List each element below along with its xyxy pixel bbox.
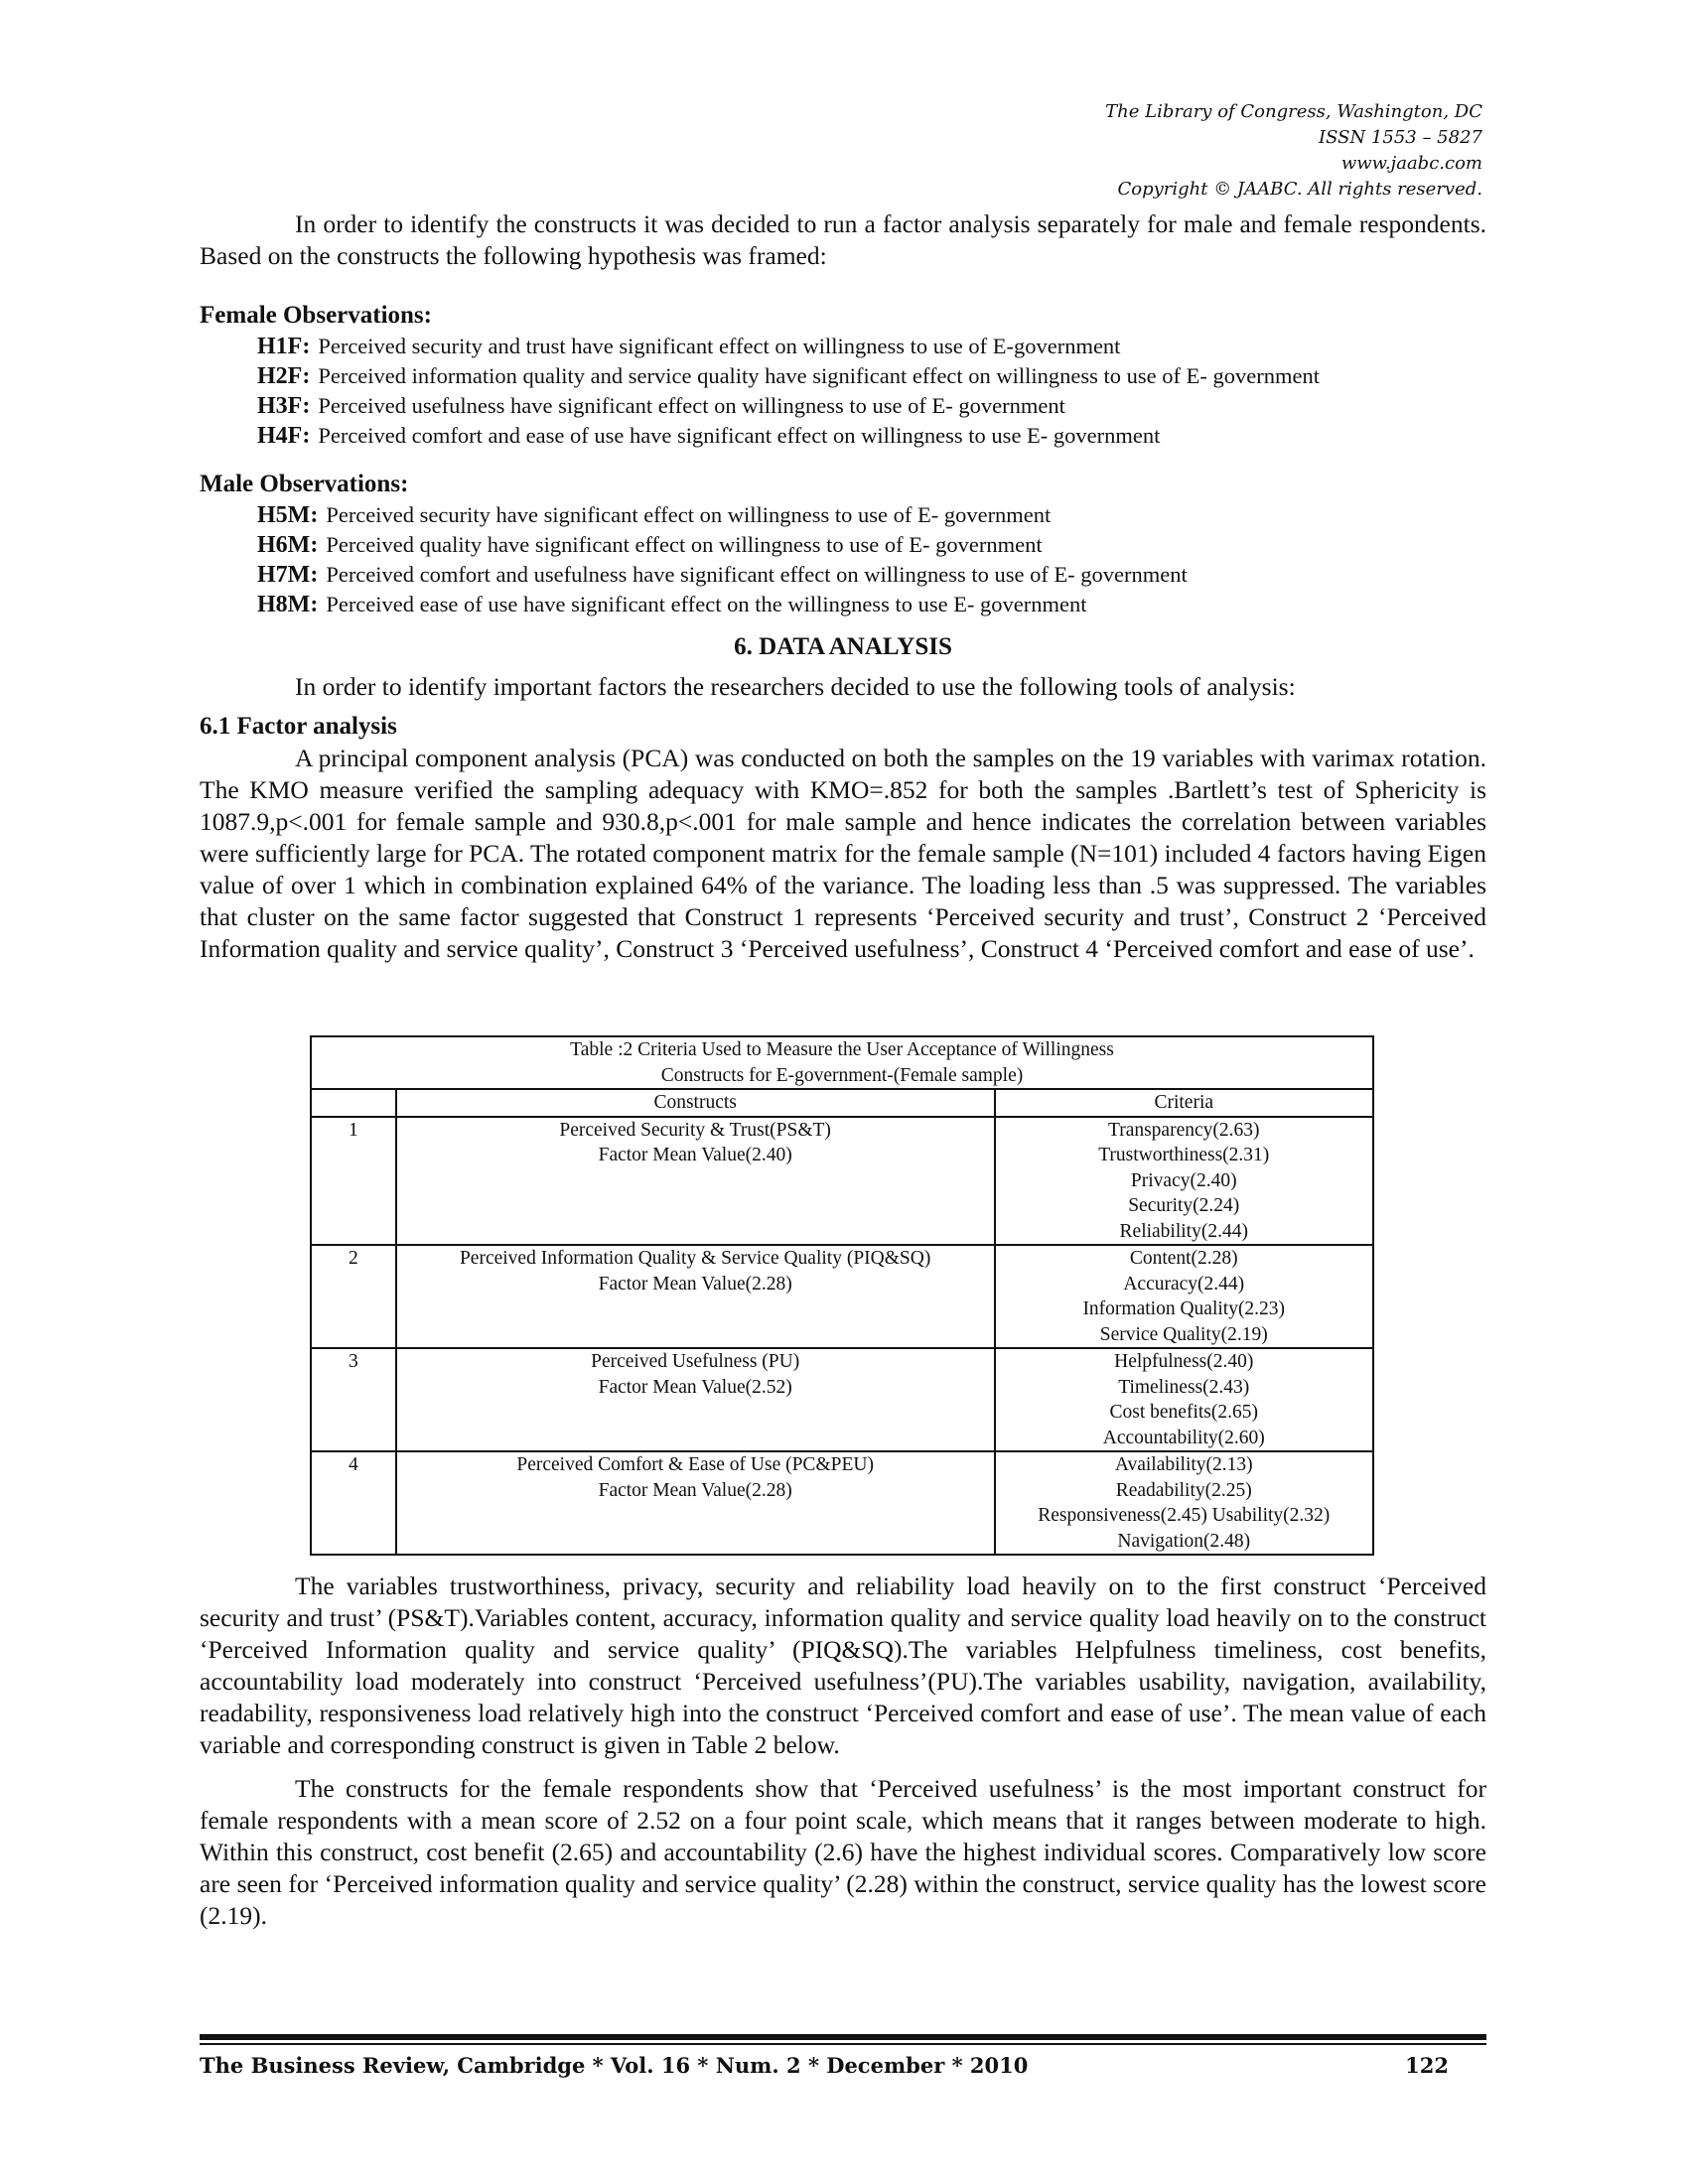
hypothesis-item: [200, 361, 1486, 391]
caption-line: Constructs for E-government-(Female sample): [660, 1064, 1024, 1086]
table-caption: [311, 1036, 1373, 1089]
female-title: Female Observations:: [200, 302, 432, 329]
loadings-paragraph: The variables trustworthiness, privacy, security and reliability load heavily on to the first construct ‘Perceived security and trust’ (PS&T).Variables content, accuracy, information quality and service quality load heavily on to the construct ‘Perceived Information quality and service quality’ (PIQ&SQ).The variables Helpfulness timeliness, cost benefits, accountability load moderately into construct ‘Perceived usefulness’(PU).The variables usability, navigation, availability, readability, responsiveness load relatively high into the construct ‘Perceived comfort and ease of use’. The mean value of each variable and corresponding construct is given in Table 2 below.: [200, 1571, 1486, 1759]
hypothesis-id: H3F:: [257, 393, 311, 419]
row-number: 3: [311, 1348, 396, 1451]
criterion: Responsiveness(2.45) Usability(2.32): [1038, 1505, 1331, 1526]
table-caption-row: [311, 1036, 1373, 1089]
criterion: Accuracy(2.44): [1123, 1273, 1245, 1295]
criterion: Accountability(2.60): [1102, 1427, 1265, 1448]
section-intro: In order to identify important factors the researchers decided to use the following tools of analysis:: [295, 672, 1296, 701]
header-num-cell: [311, 1089, 396, 1117]
criterion: Privacy(2.40): [1130, 1169, 1237, 1191]
hypothesis-item: [200, 560, 1486, 590]
criteria-cell: [995, 1348, 1374, 1451]
criterion: Navigation(2.48): [1117, 1530, 1251, 1552]
intro-paragraph: In order to identify the constructs it was decided to run a factor analysis separately for male and female respondents. Based on the constructs the following hypothesis was framed:: [200, 209, 1486, 270]
discussion-block: [200, 1570, 1486, 1932]
hypothesis-id: H1F:: [257, 334, 311, 359]
page-footer: [200, 2053, 1486, 2078]
hypothesis-item: [200, 421, 1486, 451]
construct-cell: [396, 1245, 995, 1348]
hypothesis-text: Perceived security have significant effect on willingness to use of E- government: [326, 502, 1052, 527]
construct-name: Perceived Usefulness (PU): [591, 1351, 800, 1372]
hypothesis-text: Perceived security and trust have significant effect on willingness to use of E-government: [318, 334, 1121, 358]
factor-mean: Factor Mean Value(2.28): [598, 1273, 792, 1295]
row-number: 4: [311, 1451, 396, 1555]
criterion: Service Quality(2.19): [1099, 1323, 1268, 1345]
caption-line: Table :2 Criteria Used to Measure the User Acceptance of Willingness: [570, 1039, 1114, 1060]
section-data-analysis: [200, 631, 1486, 965]
construct-cell: [396, 1348, 995, 1451]
table-row: [311, 1348, 1373, 1451]
constructs-paragraph: The constructs for the female respondents show that ‘Perceived usefulness’ is the most important construct for female respondents with a mean score of 2.52 on a four point scale, which means that it ranges between moderate to high. Within this construct, cost benefit (2.65) and accountability (2.6) have the highest individual scores. Comparatively low score are seen for ‘Perceived information quality and service quality’ (2.28) within the construct, service quality has the lowest score (2.19).: [200, 1774, 1486, 1930]
criterion: Information Quality(2.23): [1082, 1298, 1286, 1319]
header-constructs: Constructs: [396, 1089, 995, 1117]
female-observations: [200, 300, 1486, 451]
hypothesis-item: [200, 332, 1486, 361]
header-line: www.jaabc.com: [1340, 153, 1482, 174]
construct-name: Perceived Information Quality & Service Quality (PIQ&SQ): [459, 1248, 931, 1269]
criteria-table: [310, 1035, 1374, 1556]
criteria-cell: [995, 1451, 1374, 1555]
hypothesis-item: [200, 530, 1486, 560]
hypothesis-item: [200, 590, 1486, 619]
criterion: Content(2.28): [1129, 1248, 1238, 1269]
table-header-row: [311, 1089, 1373, 1117]
criterion: Trustworthiness(2.31): [1098, 1145, 1270, 1165]
criteria-cell: [995, 1245, 1374, 1348]
header-line: Copyright © JAABC. All rights reserved.: [1117, 179, 1482, 200]
row-number: 1: [311, 1117, 396, 1246]
construct-cell: [396, 1117, 995, 1246]
hypothesis-id: H5M:: [257, 502, 319, 528]
table-row: [311, 1451, 1373, 1555]
factor-mean: Factor Mean Value(2.40): [598, 1145, 792, 1165]
hypothesis-text: Perceived usefulness have significant effect on willingness to use of E- government: [318, 393, 1065, 418]
header-line: ISSN 1553 – 5827: [1319, 127, 1482, 148]
header-line: The Library of Congress, Washington, DC: [1105, 101, 1482, 122]
criterion: Readability(2.25): [1115, 1479, 1252, 1501]
table-row: [311, 1117, 1373, 1246]
male-title: Male Observations:: [200, 471, 409, 497]
hypothesis-text: Perceived information quality and service quality have significant effect on willingness to use of E- government: [318, 363, 1320, 388]
hypothesis-text: Perceived quality have significant effect on willingness to use of E- government: [326, 532, 1043, 557]
construct-cell: [396, 1451, 995, 1555]
hypothesis-id: H6M:: [257, 532, 319, 558]
journal-citation: The Business Review, Cambridge * Vol. 16 * Num. 2 * December * 2010: [200, 2053, 1029, 2078]
footer-rule: [200, 2034, 1486, 2040]
intro-block: [200, 208, 1486, 272]
construct-name: Perceived Security & Trust(PS&T): [559, 1119, 831, 1141]
hypothesis-item: [200, 391, 1486, 421]
hypothesis-id: H8M:: [257, 592, 319, 617]
header-criteria: Criteria: [995, 1089, 1374, 1117]
criterion: Transparency(2.63): [1107, 1119, 1260, 1141]
hypothesis-text: Perceived comfort and usefulness have significant effect on willingness to use of E- government: [326, 562, 1188, 587]
row-number: 2: [311, 1245, 396, 1348]
criterion: Timeliness(2.43): [1118, 1376, 1250, 1398]
male-observations: [200, 469, 1486, 619]
hypothesis-text: Perceived comfort and ease of use have significant effect on willingness to use E- government: [318, 423, 1161, 448]
construct-name: Perceived Comfort & Ease of Use (PC&PEU): [516, 1454, 874, 1475]
criterion: Cost benefits(2.65): [1109, 1402, 1258, 1423]
factor-analysis-paragraph: A principal component analysis (PCA) was conducted on both the samples on the 19 variables with varimax rotation. The KMO measure verified the sampling adequacy with KMO=.852 for both the samples .Bartlett’s test of Sphericity is 1087.9,p<.001 for female sample and 930.8,p<.001 for male sample and hence indicates the correlation between variables were sufficiently large for PCA. The rotated component matrix for the female sample (N=101) included 4 factors having Eigen value of over 1 which in combination explained 64% of the variance. The loading less than .5 was suppressed. The variables that cluster on the same factor suggested that Construct 1 represents ‘Perceived security and trust’, Construct 2 ‘Perceived Information quality and service quality’, Construct 3 ‘Perceived usefulness’, Construct 4 ‘Perceived comfort and ease of use’.: [200, 744, 1486, 963]
page-number: 122: [1405, 2053, 1449, 2078]
page-header: [1105, 99, 1482, 203]
hypothesis-id: H4F:: [257, 423, 311, 449]
section-heading: 6. DATA ANALYSIS: [734, 633, 952, 660]
footer-rule: [200, 2043, 1486, 2045]
hypothesis-id: H7M:: [257, 562, 319, 588]
criteria-cell: [995, 1117, 1374, 1246]
factor-mean: Factor Mean Value(2.52): [598, 1376, 792, 1398]
hypothesis-id: H2F:: [257, 363, 311, 389]
factor-mean: Factor Mean Value(2.28): [598, 1479, 792, 1501]
hypothesis-text: Perceived ease of use have significant effect on the willingness to use E- government: [326, 592, 1087, 616]
criterion: Security(2.24): [1128, 1195, 1240, 1216]
hypothesis-item: [200, 500, 1486, 530]
table-row: [311, 1245, 1373, 1348]
criterion: Availability(2.13): [1114, 1454, 1253, 1475]
criterion: Helpfulness(2.40): [1114, 1351, 1254, 1372]
subsection-heading: 6.1 Factor analysis: [200, 713, 397, 740]
criterion: Reliability(2.44): [1119, 1220, 1248, 1242]
